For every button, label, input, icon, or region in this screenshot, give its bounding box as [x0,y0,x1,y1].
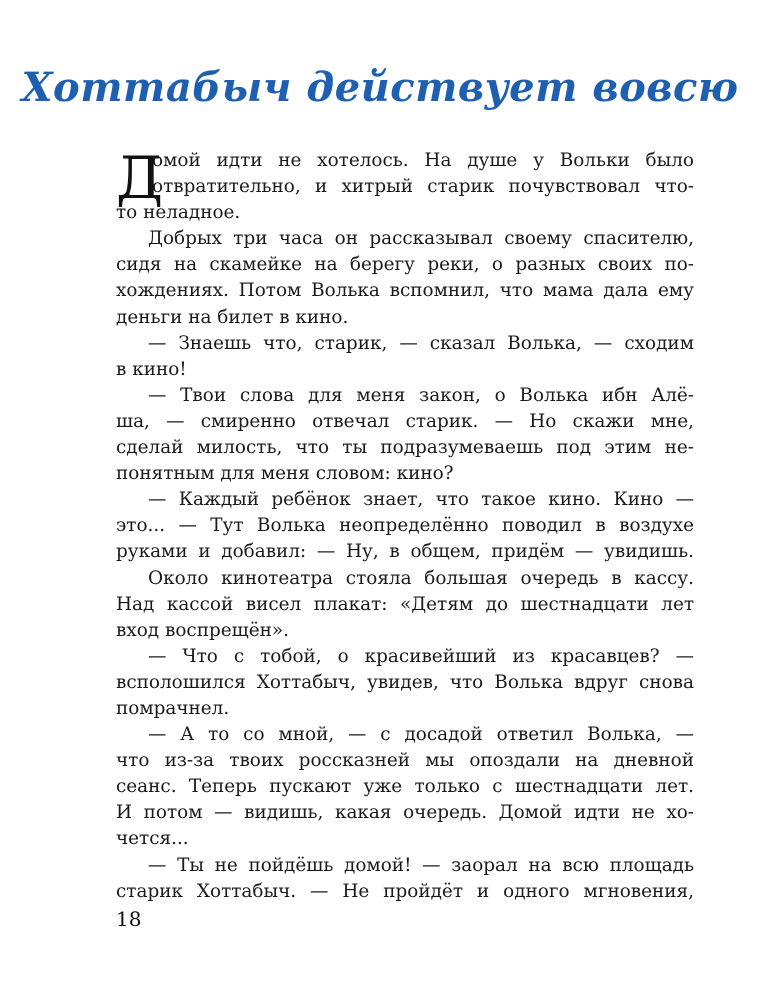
text-line: чется... [116,828,189,850]
text-line: — Ты не пойдёшь домой! — заорал на всю площадь [148,854,694,876]
text-line: сделай милость, что ты подразумеваешь под этим не- [116,437,694,459]
drop-cap: Д [116,144,164,212]
page-number: 18 [116,907,142,931]
text-line: отвратительно, и хитрый старик почувствовал что- [152,176,694,198]
text-line: хождениях. Потом Волька вспомнил, что мама дала ему [116,280,694,302]
text-line: сеанс. Теперь пускают уже только с шестнадцати лет. [116,776,694,798]
text-line: — А то со мной, — с досадой ответил Волька, — [148,724,694,746]
text-line: помрачнел. [116,697,230,719]
text-line: сидя на скамейке на берегу реки, о разных своих по- [116,254,694,276]
text-line: омой идти не хотелось. На душе у Вольки было [152,150,694,171]
text-line: — Твои слова для меня закон, о Волька ибн Алё- [148,384,694,406]
text-line: деньги на билет в кино. [116,306,349,328]
text-line: — Что с тобой, о красивейший из красавцев? — [148,645,694,667]
text-line: всполошился Хоттабыч, увидев, что Волька вдруг снова [116,671,694,693]
text-line: Добрых три часа он рассказывал своему спасителю, [148,228,694,250]
text-line: ша, — смиренно отвечал старик. — Но скажи мне, [116,410,694,432]
text-line: — Знаешь что, старик, — сказал Волька, — сходим [148,332,694,354]
text-line: И потом — видишь, какая очередь. Домой идти не хо- [116,802,694,824]
body-text [116,144,694,905]
text-line: это... — Тут Волька неопределённо поводил в воздухе [116,515,694,537]
text-line: — Каждый ребёнок знает, что такое кино. Кино — [148,489,694,511]
text-line: Над кассой висел плакат: «Детям до шестнадцати лет [116,593,694,615]
text-line: руками и добавил: — Ну, в общем, придём — увидишь. [116,541,694,563]
text-line: старик Хоттабыч. — Не пройдёт и одного мгновения, [116,880,694,902]
text-line: что из-за твоих россказней мы опоздали на дневной [116,750,694,772]
text-line: вход воспрещён». [116,619,289,641]
text-line: то неладное. [116,202,241,224]
text-line: Около кинотеатра стояла большая очередь в кассу. [148,567,694,589]
text-line: в кино! [116,358,187,380]
chapter-title: Хоттабыч действует вовсю [21,64,739,111]
text-line: понятным для меня словом: кино? [116,463,454,485]
